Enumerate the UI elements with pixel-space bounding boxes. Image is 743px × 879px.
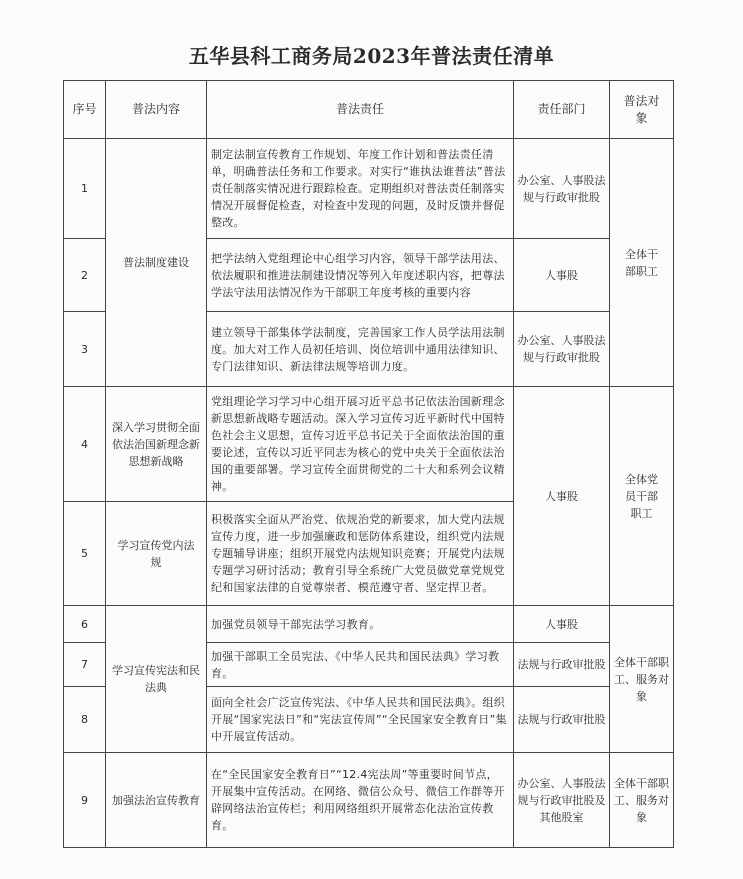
row-responsibility: 加强党员领导干部宪法学习教育。 bbox=[207, 606, 514, 643]
row-department: 办公室、人事股法规与行政审批股 bbox=[514, 312, 610, 387]
row-content: 加强法治宣传教育 bbox=[106, 753, 207, 848]
header-department: 责任部门 bbox=[514, 81, 610, 139]
row-seq: 9 bbox=[64, 753, 106, 848]
row-department: 办公室、人事股法规与行政审批股及其他股室 bbox=[514, 753, 610, 848]
table-row bbox=[64, 139, 674, 239]
row-seq: 2 bbox=[64, 239, 106, 312]
row-content: 学习宣传党内法规 bbox=[106, 502, 207, 606]
row-content: 深入学习贯彻全面依法治国新理念新思想新战略 bbox=[106, 387, 207, 502]
row-responsibility: 建立领导干部集体学法制度，完善国家工作人员学法用法制度。加大对工作人员初任培训、岗位培训中通用法律知识、专门法律知识、新法律法规等培训力度。 bbox=[207, 312, 514, 387]
header-row bbox=[64, 81, 674, 139]
row-seq: 3 bbox=[64, 312, 106, 387]
row-audience: 全体干部职工、服务对象 bbox=[610, 606, 674, 753]
table-row bbox=[64, 387, 674, 502]
row-responsibility: 在“全民国家安全教育日”“12.4宪法周”等重要时间节点，开展集中宣传活动。在网络、微信公众号、微信工作群等开辟网络法治宣传栏；利用网络组织开展常态化法治宣传教育。 bbox=[207, 753, 514, 848]
header-audience: 普法对象 bbox=[610, 81, 674, 139]
row-seq: 6 bbox=[64, 606, 106, 643]
row-seq: 5 bbox=[64, 502, 106, 606]
row-department: 人事股 bbox=[514, 606, 610, 643]
row-content: 普法制度建设 bbox=[106, 139, 207, 387]
row-department: 法规与行政审批股 bbox=[514, 643, 610, 687]
row-seq: 8 bbox=[64, 687, 106, 753]
row-department: 人事股 bbox=[514, 387, 610, 606]
header-content: 普法内容 bbox=[106, 81, 207, 139]
row-responsibility: 把学法纳入党组理论中心组学习内容，领导干部学法用法、依法履职和推进法制建设情况等列入年度述职内容，把尊法学法守法用法情况作为干部职工年度考核的重要内容 bbox=[207, 239, 514, 312]
row-responsibility: 面向全社会广泛宣传宪法、《中华人民共和国民法典》。组织开展“国家宪法日”和“宪法宣传周”“全民国家安全教育日”集中开展宣传活动。 bbox=[207, 687, 514, 753]
row-department: 办公室、人事股法规与行政审批股 bbox=[514, 139, 610, 239]
row-department: 法规与行政审批股 bbox=[514, 687, 610, 753]
row-seq: 7 bbox=[64, 643, 106, 687]
document-title: 五华县科工商务局2023年普法责任清单 bbox=[188, 44, 555, 68]
row-department: 人事股 bbox=[514, 239, 610, 312]
header-responsibility: 普法责任 bbox=[207, 81, 514, 139]
row-audience: 全体干部职工 bbox=[610, 139, 674, 387]
row-responsibility: 党组理论学习学习中心组开展习近平总书记依法治国新理念新思想新战略专题活动。深入学习宣传习近平新时代中国特色社会主义思想，宣传习近平总书记关于全面依法治国的重要论述，宣传以习近平同志为核心的党中央关于全面依法治国的重要部署。学习宣传全面贯彻党的二十大和系列会议精神。 bbox=[207, 387, 514, 502]
row-seq: 1 bbox=[64, 139, 106, 239]
header-seq: 序号 bbox=[64, 81, 106, 139]
table-row bbox=[64, 753, 674, 848]
responsibility-table bbox=[63, 80, 674, 848]
table-row bbox=[64, 606, 674, 643]
row-audience: 全体党员干部职工 bbox=[610, 387, 674, 606]
row-content: 学习宣传宪法和民法典 bbox=[106, 606, 207, 753]
row-responsibility: 积极落实全面从严治党、依规治党的新要求，加大党内法规宣传力度，进一步加强廉政和惩防体系建设，组织党内法规专题辅导讲座；组织开展党内法规知识竞赛；开展党内法规专题学习研讨活动；教育引导全系统广大党员做党章党规党纪和国家法律的自觉尊崇者、模范遵守者、坚定捍卫者。 bbox=[207, 502, 514, 606]
row-responsibility: 制定法制宣传教育工作规划、年度工作计划和普法责任清单，明确普法任务和工作要求。对实行“谁执法谁普法”普法责任制落实情况进行跟踪检查。定期组织对普法责任制落实情况开展督促检查，对检查中发现的问题，及时反馈并督促整改。 bbox=[207, 139, 514, 239]
row-responsibility: 加强干部职工全员宪法、《中华人民共和国民法典》学习教育。 bbox=[207, 643, 514, 687]
row-audience: 全体干部职工、服务对象 bbox=[610, 753, 674, 848]
row-seq: 4 bbox=[64, 387, 106, 502]
